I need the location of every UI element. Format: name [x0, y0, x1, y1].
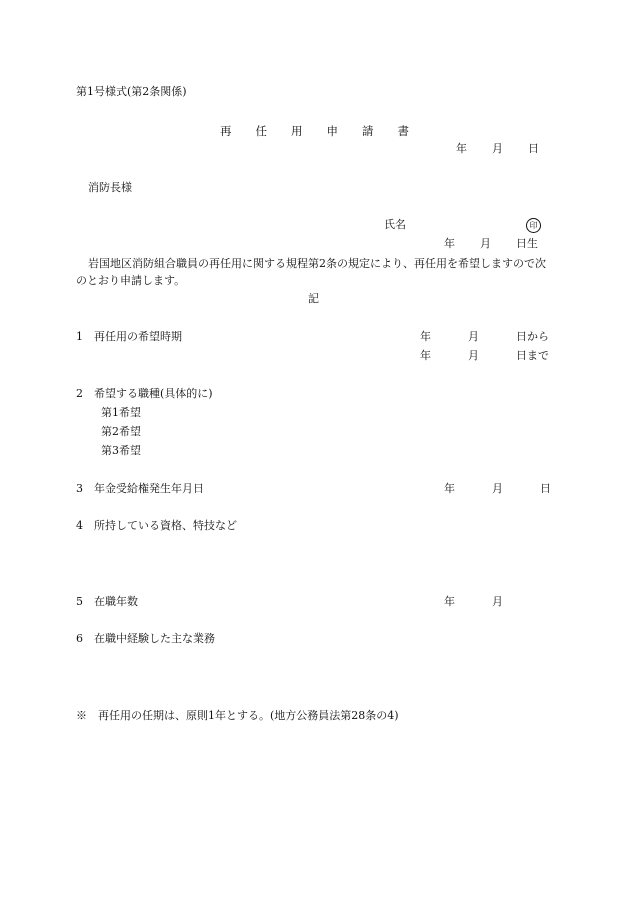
title-char: 用: [291, 124, 303, 138]
title-char: 書: [397, 124, 409, 138]
form-header: 第1号様式(第2条関係): [76, 85, 187, 98]
item3-year: 年: [444, 482, 455, 495]
item3-day: 日: [540, 482, 551, 495]
item1-from-day: 日から: [516, 330, 549, 343]
item5-year: 年: [444, 595, 455, 608]
title-char: 申: [326, 124, 338, 138]
item2-choice-1: 第1希望: [101, 406, 141, 419]
addressee: 消防長様: [88, 181, 132, 194]
item1-to-year: 年: [420, 349, 431, 362]
birth-year: 年: [444, 237, 455, 250]
item4-label: 4 所持している資格、特技など: [76, 519, 237, 532]
item1-from-year: 年: [420, 330, 431, 343]
birth-month: 月: [480, 237, 491, 250]
title-char: 請: [362, 124, 374, 138]
item2-label: 2 希望する職種(具体的に): [76, 387, 213, 400]
item1-label: 1 再任用の希望時期: [76, 330, 182, 343]
title-char: 再: [220, 124, 232, 138]
seal-mark: 印: [526, 218, 541, 233]
date-day: 日: [528, 142, 539, 155]
date-month: 月: [492, 142, 503, 155]
birth-day: 日生: [516, 237, 538, 250]
item2-choice-3: 第3希望: [101, 444, 141, 457]
item3-label: 3 年金受給権発生年月日: [76, 482, 204, 495]
date-year: 年: [456, 142, 467, 155]
item6-label: 6 在職中経験した主な業務: [76, 632, 215, 645]
document-title: [220, 124, 433, 139]
footnote: ※ 再任用の任期は、原則1年とする。(地方公務員法第28条の4): [76, 709, 399, 722]
item1-to-month: 月: [468, 349, 479, 362]
item2-choice-2: 第2希望: [101, 425, 141, 438]
item1-from-month: 月: [468, 330, 479, 343]
item3-month: 月: [492, 482, 503, 495]
item5-label: 5 在職年数: [76, 595, 138, 608]
item5-month: 月: [492, 595, 503, 608]
ki-heading: 記: [308, 292, 319, 305]
body-paragraph: 岩国地区消防組合職員の再任用に関する規程第2条の規定により、再任用を希望しますので次のとおり申請します。: [76, 257, 546, 287]
title-char: 任: [255, 124, 267, 138]
item1-to-day: 日まで: [516, 349, 549, 362]
name-label: 氏名: [384, 218, 406, 231]
